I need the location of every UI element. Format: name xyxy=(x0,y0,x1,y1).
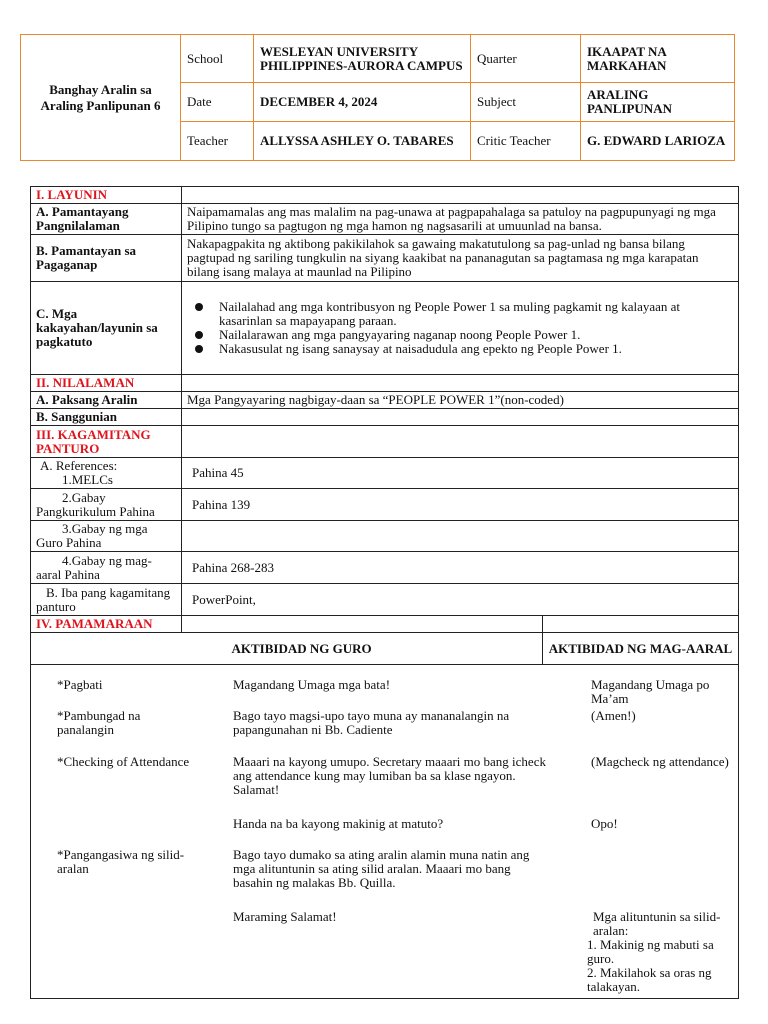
rule-item: 2. Makilahok sa oras ng talakayan. xyxy=(587,965,712,994)
iba-pang-label: B. Iba pang kagamitang panturo xyxy=(31,584,182,616)
rule-item: 1. Makinig ng mabuti sa guro. xyxy=(587,937,714,966)
step-label: *Pambungad na panalangin xyxy=(57,708,141,737)
magaaral-column-header: AKTIBIDAD NG MAG-AARAL xyxy=(543,633,739,665)
subject-label: Subject xyxy=(471,83,581,121)
gabay-guro-label: 3.Gabay ng mga Guro Pahina xyxy=(31,521,182,552)
procedure-cell xyxy=(31,665,739,999)
school-label: School xyxy=(181,35,254,83)
lesson-header xyxy=(20,34,734,161)
pamantayang-text: Naipamamalas ang mas malalim na pag-unawa at pagpapahalaga sa patuloy na pagpupunyagi ng mga Pilipino tungo sa pagtugon ng mga hamon ng nagsasarili at umuunlad na bansa. xyxy=(182,204,739,235)
rules-block xyxy=(587,909,733,994)
list-item: Nailalarawan ang mga pangyayaring naganap noong People Power 1. xyxy=(195,328,733,342)
quarter-value: IKAAPAT NA MARKAHAN xyxy=(581,35,735,83)
bullet-icon xyxy=(195,303,203,311)
teacher-value: ALLYSSA ASHLEY O. TABARES xyxy=(254,121,471,160)
pamantayang-label: A. Pamantayang Pangnilalaman xyxy=(31,204,182,235)
guro-activity: Maaari na kayong umupo. Secretary maaari mo bang icheck ang attendance kung may lumiban ba sa klase ngayon. Salamat! xyxy=(233,754,546,797)
paksang-label: A. Paksang Aralin xyxy=(31,392,182,409)
pagganap-text: Nakapagpakita ng aktibong pakikilahok sa gawaing makatutulong sa pag-unlad ng bansa bilang pagtupad ng sariling tungkulin na siyang kaakibat na pananagutan sa pagtamasa ng mga karapatan bilang isang malaya at maunlad na Pilipino xyxy=(182,235,739,282)
step-label: *Pagbati xyxy=(57,677,103,692)
paksang-text: Mga Pangyayaring nagbigay-daan sa “PEOPLE POWER 1”(non-coded) xyxy=(182,392,739,409)
references-cell xyxy=(31,458,182,489)
pamamaraan-heading: IV. PAMAMARAAN xyxy=(31,616,182,633)
guro-activity: Magandang Umaga mga bata! xyxy=(233,677,391,692)
teacher-label: Teacher xyxy=(181,121,254,160)
lesson-plan-table xyxy=(30,186,738,999)
layunin-heading: I. LAYUNIN xyxy=(31,187,182,204)
sanggunian-label: B. Sanggunian xyxy=(31,409,182,426)
gabay-magaaral-label: 4.Gabay ng mag-aaral Pahina xyxy=(31,552,182,584)
melcs-label: 1.MELCs xyxy=(62,472,113,487)
iba-pang-value: PowerPoint, xyxy=(182,584,739,616)
list-item: Nailalahad ang mga kontribusyon ng People Power 1 sa muling pagkamit ng kalayaan at kasarinlan sa mapayapang paraan. xyxy=(195,300,733,328)
guro-activity: Bago tayo magsi-upo tayo muna ay mananalangin na papangunahan ni Bb. Cadiente xyxy=(233,708,510,737)
gabay-guro-value xyxy=(182,521,739,552)
pagganap-label: B. Pamantayan sa Pagaganap xyxy=(31,235,182,282)
subject-value: ARALING PANLIPUNAN xyxy=(581,83,735,121)
quarter-label: Quarter xyxy=(471,35,581,83)
guro-activity: Bago tayo dumako sa ating aralin alamin muna natin ang mga alituntunin sa ating silid aralan. Maaari mo bang basahin ng malakas Bb. Quilla. xyxy=(233,847,530,890)
kagamitan-heading: III. KAGAMITANG PANTURO xyxy=(31,426,182,458)
step-label: *Checking of Attendance xyxy=(57,754,190,769)
procedure-area xyxy=(31,665,738,998)
nilalaman-heading: II. NILALAMAN xyxy=(31,375,182,392)
kakayahan-label: C. Mga kakayahan/layunin sa pagkatuto xyxy=(31,282,182,375)
lesson-plan-title: Banghay Aralin sa Araling Panlipunan 6 xyxy=(21,35,181,161)
melcs-value: Pahina 45 xyxy=(182,458,739,489)
gabay-kurikulum-label: 2.Gabay Pangkurikulum Pahina xyxy=(31,489,182,521)
guro-column-header: AKTIBIDAD NG GURO xyxy=(182,633,543,665)
list-item: Nakasusulat ng isang sanaysay at naisadudula ang epekto ng People Power 1. xyxy=(195,342,733,356)
kakayahan-list-cell xyxy=(182,282,739,375)
critic-teacher-label: Critic Teacher xyxy=(471,121,581,160)
school-value: WESLEYAN UNIVERSITY PHILIPPINES-AURORA CAMPUS xyxy=(254,35,471,83)
guro-activity: Handa na ba kayong makinig at matuto? xyxy=(233,816,444,831)
magaaral-activity: (Magcheck ng attendance) xyxy=(591,754,729,769)
magaaral-activity: (Amen!) xyxy=(591,708,636,723)
critic-teacher-value: G. EDWARD LARIOZA xyxy=(581,121,735,160)
references-label: A. References: xyxy=(40,458,118,473)
magaaral-activity: Opo! xyxy=(591,816,618,831)
bullet-icon xyxy=(195,345,203,353)
step-label: *Pangangasiwa ng silid-aralan xyxy=(57,847,185,876)
gabay-kurikulum-value: Pahina 139 xyxy=(182,489,739,521)
date-label: Date xyxy=(181,83,254,121)
guro-activity: Maraming Salamat! xyxy=(233,909,337,924)
magaaral-activity: Mga alituntunin sa silid-aralan: xyxy=(593,909,721,938)
date-value: DECEMBER 4, 2024 xyxy=(254,83,471,121)
gabay-magaaral-value: Pahina 268-283 xyxy=(182,552,739,584)
objectives-list xyxy=(187,300,733,356)
magaaral-activity: Magandang Umaga po Ma’am xyxy=(591,677,710,706)
bullet-icon xyxy=(195,331,203,339)
